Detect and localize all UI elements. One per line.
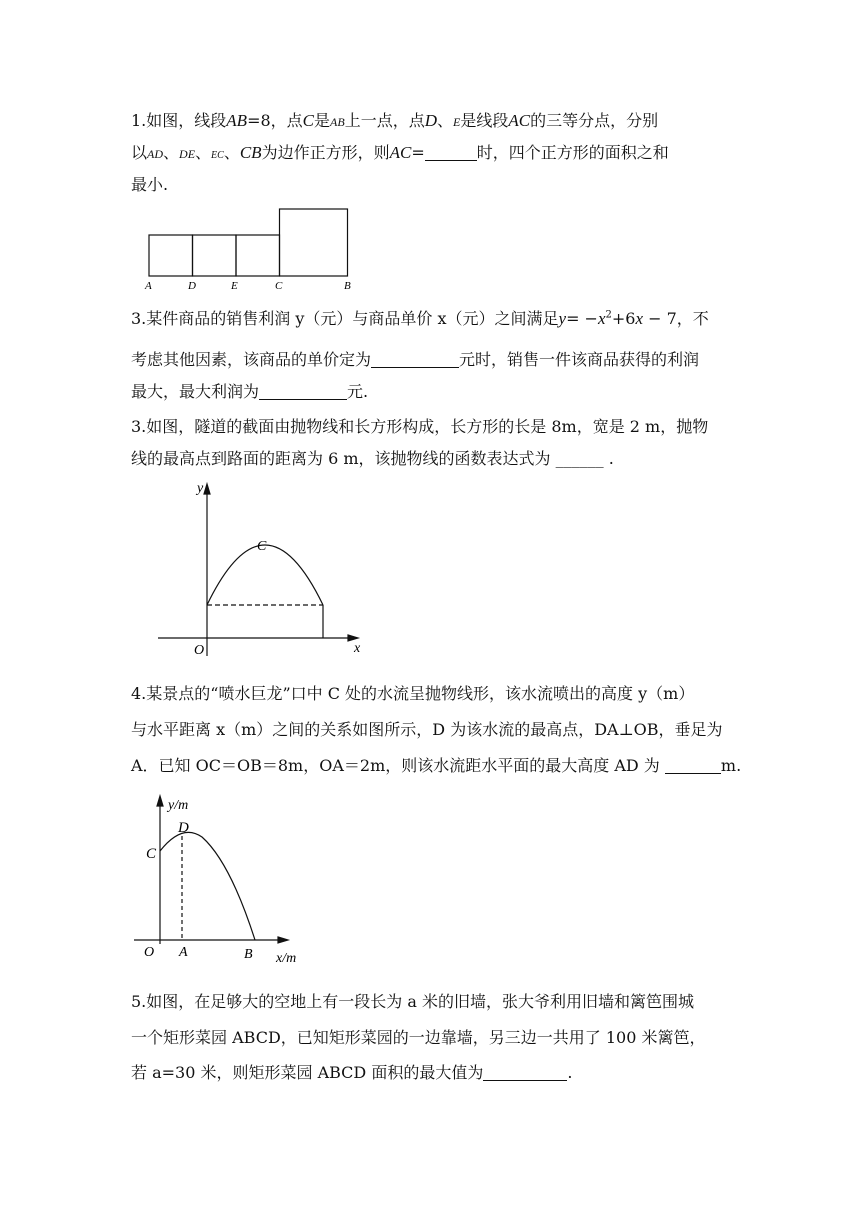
tunnel-figure bbox=[150, 478, 370, 660]
q1-number: 1. bbox=[131, 111, 147, 130]
answer-blank[interactable] bbox=[259, 383, 347, 400]
label-c: C bbox=[275, 280, 283, 292]
q5-text: 如图，在足够大的空地上有一段长为 a 米的旧墙，张大爷利用旧墙和篱笆围城 bbox=[146, 992, 694, 1011]
q2-text: 最大，最大利润为 bbox=[131, 382, 260, 401]
q1-math: AC bbox=[508, 111, 531, 130]
q4-text: m. bbox=[720, 756, 742, 775]
q1-text: 、 bbox=[195, 143, 212, 162]
q2-line1 bbox=[131, 309, 709, 329]
q2-text: 元. bbox=[347, 382, 369, 401]
q1-math: CB bbox=[239, 143, 262, 162]
q1-text: 的三等分点，分别 bbox=[530, 111, 659, 130]
q5-text: . bbox=[567, 1063, 573, 1082]
q1-math: DE bbox=[179, 147, 196, 161]
y-axis-arrow bbox=[204, 484, 210, 494]
q1-text: 如图，线段 bbox=[146, 111, 227, 130]
q1-line3 bbox=[131, 175, 168, 195]
q5-line3 bbox=[131, 1063, 572, 1083]
label-e: E bbox=[231, 280, 238, 292]
q1-math: AD bbox=[147, 147, 164, 161]
q1-text: 、 bbox=[163, 143, 180, 162]
label-a: A bbox=[145, 280, 152, 292]
q2-math: x bbox=[635, 309, 644, 328]
q2-text: 考虑其他因素，该商品的单价定为 bbox=[131, 350, 372, 369]
water-curve bbox=[160, 832, 255, 940]
q1-text: 以 bbox=[131, 143, 148, 162]
q3-number: 3. bbox=[131, 417, 147, 436]
q2-math: − 7 bbox=[643, 309, 677, 328]
q1-line2 bbox=[131, 143, 669, 166]
q4-line2 bbox=[131, 720, 723, 740]
parabola bbox=[207, 545, 323, 605]
q2-math: x bbox=[597, 309, 606, 328]
answer-blank[interactable] bbox=[425, 144, 477, 161]
q5-text: 一个矩形菜园 ABCD，已知矩形菜园的一边靠墙，另三边一共用了 100 米篱笆， bbox=[131, 1028, 706, 1047]
q1-math: =8 bbox=[247, 111, 271, 130]
q4-text: A．已知 OC＝OB＝8m，OA＝2m，则该水流距水平面的最大高度 AD 为 bbox=[131, 756, 665, 775]
q1-math: EC bbox=[211, 150, 224, 161]
answer-blank[interactable] bbox=[483, 1064, 567, 1081]
y-axis-arrow bbox=[157, 796, 163, 806]
label-o: O bbox=[144, 945, 155, 960]
label-ym: y/m bbox=[168, 798, 189, 813]
q3-line2 bbox=[131, 449, 614, 469]
q2-line2 bbox=[131, 350, 699, 370]
q5-number: 5. bbox=[131, 992, 147, 1011]
q3-text: 线的最高点到路面的距离为 6 m，该抛物线的函数表达式为 ______ . bbox=[131, 449, 614, 468]
q1-math: C bbox=[302, 111, 315, 130]
square-ad bbox=[149, 235, 193, 276]
label-y: y bbox=[197, 481, 204, 496]
q2-math: 2 bbox=[605, 309, 612, 321]
q1-math: = bbox=[411, 143, 425, 162]
q2-math: = − bbox=[566, 309, 598, 328]
q5-line2 bbox=[131, 1028, 705, 1048]
q1-math: D bbox=[424, 111, 437, 130]
q1-text: 是线段 bbox=[460, 111, 509, 130]
q2-line3 bbox=[131, 382, 368, 402]
label-a: A bbox=[179, 945, 188, 960]
q3-text: 如图，隧道的截面由抛物线和长方形构成，长方形的长是 8m，宽是 2 m，抛物 bbox=[146, 417, 709, 436]
label-d: D bbox=[178, 820, 189, 836]
q1-math: E bbox=[453, 115, 461, 129]
square-de bbox=[193, 235, 237, 276]
q1-text: 是 bbox=[314, 111, 331, 130]
q1-line1 bbox=[131, 111, 658, 132]
label-x: x bbox=[354, 641, 361, 656]
q1-text: 为边作正方形，则 bbox=[261, 143, 390, 162]
x-axis-arrow bbox=[278, 937, 288, 943]
q1-math: AB bbox=[330, 115, 345, 129]
label-b: B bbox=[344, 280, 351, 292]
label-c: C bbox=[146, 846, 157, 862]
square-cb bbox=[280, 209, 348, 276]
q2-text: 元时，销售一件该商品获得的利润 bbox=[459, 350, 700, 369]
q2-text: 某件商品的销售利润 y（元）与商品单价 x（元）之间满足 bbox=[146, 309, 559, 328]
label-d: D bbox=[188, 280, 196, 292]
q1-text: 、 bbox=[437, 111, 454, 130]
answer-blank[interactable] bbox=[665, 757, 721, 774]
q4-line1 bbox=[131, 684, 694, 704]
label-o: O bbox=[194, 643, 205, 658]
q3-line1 bbox=[131, 417, 708, 437]
q1-text: ，点 bbox=[270, 111, 303, 130]
q2-text: ，不 bbox=[676, 309, 709, 328]
label-b: B bbox=[244, 947, 253, 962]
q4-number: 4. bbox=[131, 684, 147, 703]
q4-text: 某景点的“喷水巨龙”口中 C 处的水流呈抛物线形，该水流喷出的高度 y（m） bbox=[146, 684, 695, 703]
q5-line1 bbox=[131, 992, 694, 1012]
fountain-figure bbox=[130, 790, 310, 968]
q1-text: 、 bbox=[223, 143, 240, 162]
q1-text: 最小. bbox=[131, 175, 169, 194]
label-c: C bbox=[257, 539, 267, 554]
label-xm: x/m bbox=[276, 951, 297, 966]
q2-math: y bbox=[558, 309, 567, 328]
q1-math: AB bbox=[226, 111, 248, 130]
q4-text: 与水平距离 x（m）之间的关系如图所示，D 为该水流的最高点，DA⊥OB，垂足为 bbox=[131, 720, 723, 739]
q1-text: 上一点，点 bbox=[344, 111, 425, 130]
q2-number: 3. bbox=[131, 309, 147, 328]
q4-line3 bbox=[131, 756, 741, 776]
squares-figure bbox=[140, 204, 360, 294]
q5-text: 若 a=30 米，则矩形菜园 ABCD 面积的最大值为 bbox=[131, 1063, 484, 1082]
q2-math: +6 bbox=[611, 309, 636, 328]
square-ec bbox=[236, 235, 280, 276]
q1-text: 时，四个正方形的面积之和 bbox=[476, 143, 669, 162]
q1-math: AC bbox=[389, 143, 412, 162]
answer-blank[interactable] bbox=[371, 351, 459, 368]
